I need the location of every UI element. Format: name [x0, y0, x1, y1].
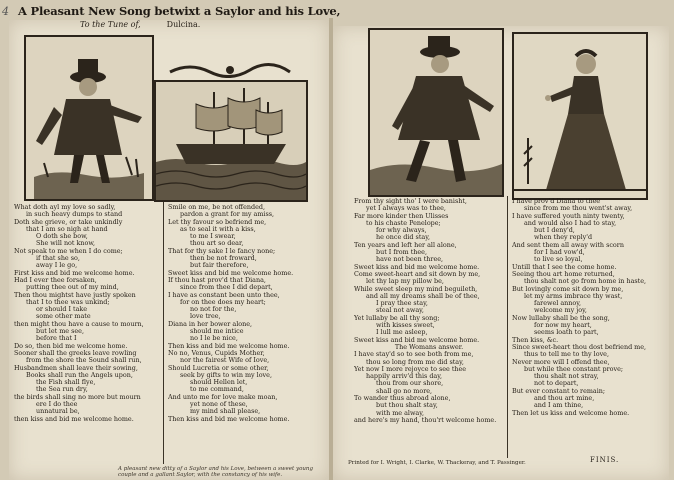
verse-line: yet none of these,	[190, 401, 248, 409]
verse-line: Never more will I offend thee,	[512, 358, 610, 366]
verse-line: seems loath to part,	[534, 329, 599, 337]
verse-line: But lovingly come sit down by me,	[512, 285, 624, 293]
verse-line: And sent them all away with scorn	[512, 241, 624, 249]
verse-line: not to depart,	[534, 380, 579, 388]
margin-note: 4	[2, 5, 9, 18]
verse-line: with kisses sweet,	[376, 322, 435, 330]
verse-line: First kiss and bid me welcome home.	[14, 269, 135, 277]
verse-line: While sweet sleep my mind beguileth,	[354, 285, 478, 293]
verse-column-2	[168, 204, 318, 423]
verse-line: then kiss and bid me welcome home.	[14, 415, 134, 423]
verse-line: ere I do thee	[36, 401, 78, 409]
verse-line: Sweet kiss and bid me welcome home.	[354, 336, 480, 344]
ship-illustration	[156, 82, 306, 200]
verse-line: That for thy sake I le fancy none;	[168, 247, 276, 255]
woodcut-ship	[154, 80, 308, 202]
verse-line: to me command,	[190, 386, 244, 394]
verse-line: Not speak to me when I do come;	[14, 247, 123, 255]
verse-line: Sweet kiss and bid me welcome home.	[354, 263, 480, 271]
verse-line: for on thee does my heart;	[180, 298, 266, 306]
verse-line: Now lullaby shall be the song,	[512, 314, 610, 322]
verse-line: that I to thee was unkind;	[26, 298, 110, 306]
verse-line: no not for the,	[190, 306, 237, 314]
verse-line: Doth she grieve, or take unkindly	[14, 218, 123, 226]
verse-line: and here's my hand, thou'rt welcome home.	[354, 416, 497, 424]
verse-line: and I am thine,	[534, 402, 584, 410]
verse-line: nor the fairest Wife of Iove,	[180, 357, 270, 365]
verse-line: in such heavy dumps to stand	[26, 211, 123, 219]
ballad-title: A Pleasant New Song betwixt a Saylor and his Love,	[18, 4, 341, 18]
woodcut-woman	[512, 32, 648, 200]
verse-line: then be not froward,	[190, 255, 257, 263]
verse-line: Smile on me, be not offended,	[168, 204, 265, 211]
verse-line: From thy sight tho' I were banisht,	[354, 198, 467, 205]
verse-line: Seeing thou art home returned,	[512, 270, 615, 278]
verse-line: but I deny'd,	[534, 227, 575, 235]
verse-line: putting thee out of my mind,	[26, 284, 119, 292]
verse-line: welcome my joy,	[534, 307, 587, 315]
verse-line: the Fish shall flye,	[36, 379, 96, 387]
verse-line: and thou art mine,	[534, 395, 595, 403]
verse-line: Diana in her bower alone,	[168, 320, 253, 328]
verse-line: let my arms imbrace thy wast,	[524, 292, 623, 300]
verse-line: thou shalt not go from home in haste,	[524, 278, 647, 286]
verse-line: since from me thou went'st away,	[524, 205, 633, 213]
verse-line: and all my dreams shall be of thee,	[366, 292, 480, 300]
verse-line: shall go no more,	[376, 387, 433, 395]
verse-line: thus to tell me to thy love,	[524, 351, 609, 359]
verse-line: Husbandmen shall leave their sowing,	[14, 364, 138, 372]
verse-line: to live so loyal,	[534, 256, 583, 264]
verse-line: thou shalt not stray,	[534, 373, 599, 381]
verse-line: farewel annoy,	[534, 300, 582, 308]
verse-line: some other mate	[36, 313, 91, 321]
verse-line: love tree,	[190, 313, 221, 321]
verse-line: for now my heart,	[534, 322, 592, 330]
verse-line: but thou shalt stay,	[376, 402, 438, 410]
verse-line: Do so, then bid me welcome home.	[14, 342, 128, 350]
tune-label: To the Tune of,	[80, 20, 141, 29]
verse-line: for I had vow'd,	[534, 249, 585, 257]
verse-line: no I le be nice,	[190, 335, 238, 343]
verse-line: seek by gifts to win my love,	[180, 371, 272, 379]
verse-column-3	[354, 198, 504, 424]
verse-line: Then let us kiss and welcome home.	[512, 409, 630, 417]
verse-line: away I le go,	[36, 262, 78, 270]
verse-line: unnatural be,	[36, 408, 80, 416]
verse-line: if that she so,	[36, 255, 80, 263]
verse-line: but I from thee,	[376, 249, 428, 257]
verse-line: thou from our shore,	[376, 380, 444, 388]
finis-mark: FINIS.	[590, 456, 620, 464]
verse-line: with me alway,	[376, 409, 425, 417]
section-heading: The Womans answer.	[394, 343, 464, 351]
verse-line: But ever constant to remain;	[512, 387, 606, 395]
verse-line: have not been three,	[376, 256, 444, 264]
verse-column-1	[14, 204, 160, 423]
verse-line: should me intice	[190, 328, 244, 336]
verse-line: then might thou have a cause to mourn,	[14, 320, 144, 328]
verse-line: pardon a grant for my amiss,	[180, 211, 275, 219]
verse-line: Yet now I more rejoyce to see thee	[354, 365, 467, 373]
verse-line: Sweet kiss and bid me welcome home.	[168, 269, 294, 277]
verse-line: he once did stay,	[376, 234, 430, 242]
verse-line: I pray thee stay,	[376, 300, 428, 308]
verse-line: Yet lullaby be all thy song;	[354, 314, 440, 322]
verse-line: Let thy favour so befriend me,	[168, 218, 267, 226]
verse-line: Had I ever thee forsaken,	[14, 276, 97, 284]
verse-line: To wander thus abroad alone,	[354, 395, 451, 403]
verse-line: She will not know,	[36, 240, 96, 248]
verse-line: Then kiss, &c.	[512, 336, 559, 344]
verse-line: before that I	[36, 335, 77, 343]
verse-line: from the shore the Sound shall run,	[26, 357, 142, 365]
verse-line: Ten years and left her all alone,	[354, 241, 457, 249]
verse-line: when they reply'd	[534, 234, 593, 242]
sailor-man-illustration	[26, 37, 152, 199]
verse-line: let thy lap my pillow be,	[366, 278, 444, 286]
verse-line: Then kiss and bid me welcome home.	[168, 342, 290, 350]
ornament-illustration	[160, 62, 300, 78]
verse-line: And unto me for love make moan,	[168, 393, 278, 401]
verse-line: I have as constant been unto thee,	[168, 291, 280, 299]
verse-line: Then thou mightst have justly spoken	[14, 291, 136, 299]
verse-line: or should I take	[36, 306, 88, 314]
verse-column-4	[512, 198, 664, 417]
tune-line	[80, 20, 200, 29]
verse-line: since from thee I did depart,	[180, 284, 273, 292]
walking-man-illustration	[370, 30, 502, 195]
verse-line: No no, Venus, Cupids Mother,	[168, 349, 265, 357]
tune-name: Dulcina.	[166, 20, 201, 29]
verse-line: thou art so dear,	[190, 240, 244, 248]
verse-line: What doth ayl my love so sadly,	[14, 204, 116, 211]
verse-line: the Sea run dry,	[36, 386, 88, 394]
verse-line: should Hellen let,	[190, 379, 248, 387]
column-rule	[507, 196, 508, 458]
verse-line: but while thee constant prove;	[524, 365, 624, 373]
verse-line: I have prov'd Diana to thee	[512, 198, 601, 205]
verse-line: I have stay'd so to see both from me,	[354, 351, 474, 359]
verse-line: that I am so nigh at hand	[26, 225, 108, 233]
verse-line: If thou hast prov'd that Diana,	[168, 276, 266, 284]
verse-line: steal not away,	[376, 307, 424, 315]
verse-line: but fair therefore,	[190, 262, 249, 270]
verse-line: I have suffered youth ninty twenty,	[512, 212, 625, 220]
verse-line: yet I always was to thee,	[366, 205, 446, 213]
verse-line: Untill that I see the come home.	[512, 263, 617, 271]
verse-line: thou so long from me did stay,	[366, 358, 464, 366]
printer-imprint: Printed for I. Wright, I. Clarke, W. Thackeray, and T. Passinger.	[348, 460, 526, 466]
verse-line: I lull me asleep,	[376, 329, 428, 337]
verse-line: to his chaste Penelope;	[366, 219, 441, 227]
verse-line: O doth she bow,	[36, 233, 88, 241]
verse-line: but let me see,	[36, 328, 84, 336]
column-rule	[163, 202, 164, 464]
verse-line: the birds shall sing no more but mourn	[14, 393, 141, 401]
woman-illustration	[514, 34, 646, 198]
verse-line: as to seal it with a kiss,	[180, 225, 256, 233]
verse-line: Come sweet-heart and sit down by me,	[354, 270, 481, 278]
woodcut-ornament	[160, 62, 300, 78]
verse-line: Sooner shall the greeks leave rowling	[14, 349, 137, 357]
verse-line: Since sweet-heart thou dost befriend me,	[512, 343, 647, 351]
verse-line: and would also I had to stay,	[524, 219, 617, 227]
woodcut-walking-man	[368, 28, 504, 197]
verse-line: Far more kinder then Ulisses	[354, 212, 449, 220]
verse-line: Should Lucretia or some other,	[168, 364, 269, 372]
verse-line: my mind shall please,	[190, 408, 261, 416]
verse-line: Then kiss and bid me welcome home.	[168, 415, 290, 423]
verse-line: Books shall run the Angels upon,	[26, 371, 133, 379]
imprint-note: A pleasant new ditty of a Saylor and his Love, between a sweet young couple and a gallant Saylor, with the constancy of his wife.	[118, 466, 313, 478]
woodcut-sailor-man	[24, 35, 154, 201]
verse-line: happily arriv'd this day,	[366, 373, 443, 381]
verse-line: for why always,	[376, 227, 427, 235]
verse-line: to me I swear,	[190, 233, 236, 241]
